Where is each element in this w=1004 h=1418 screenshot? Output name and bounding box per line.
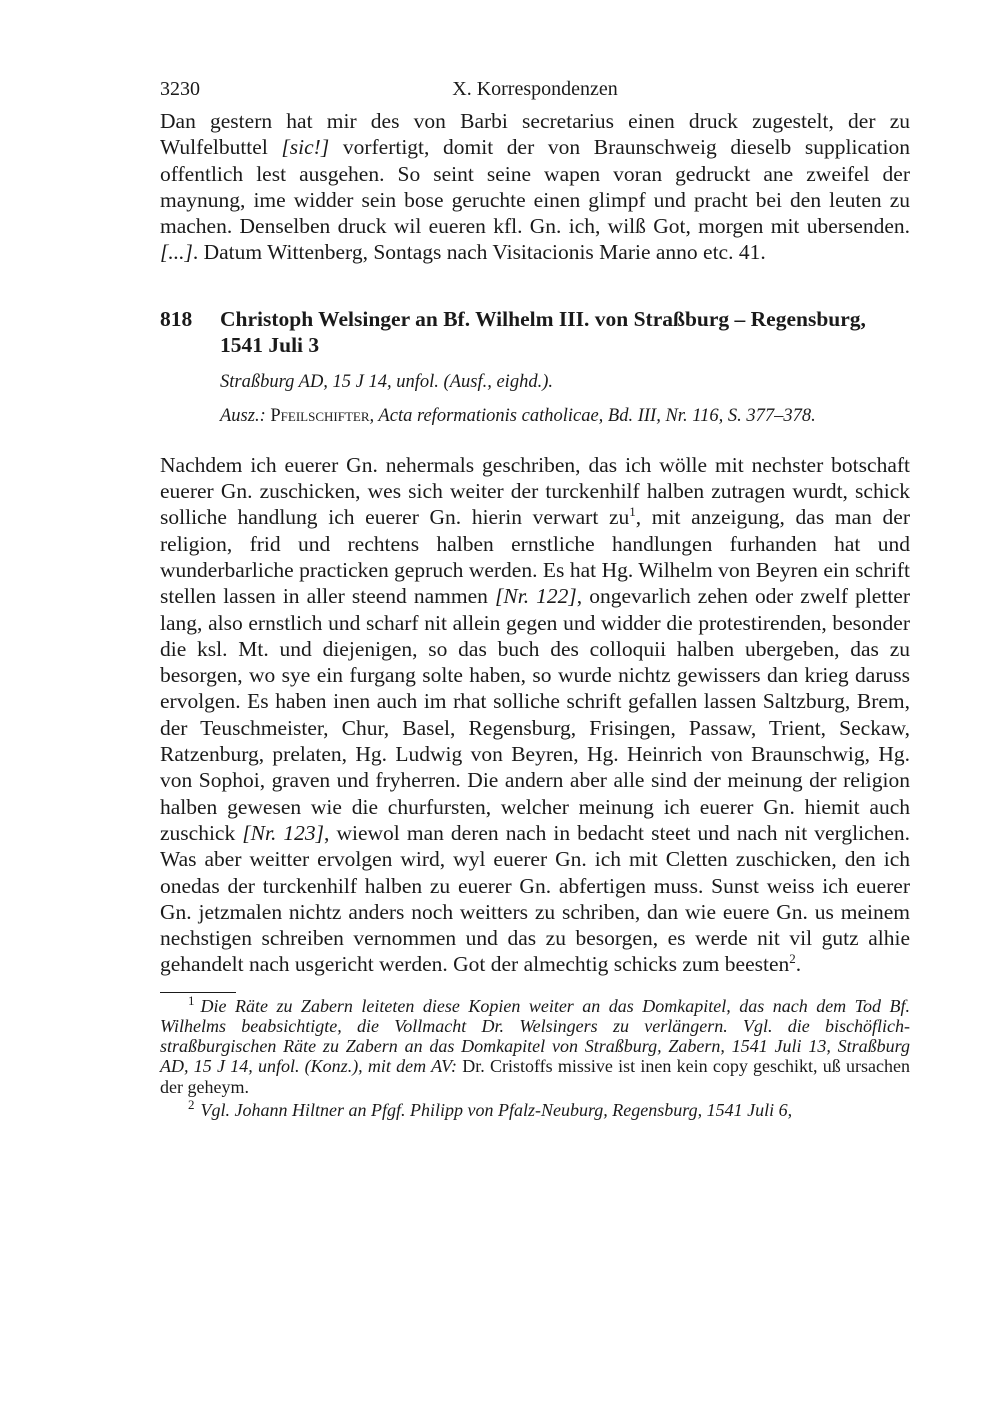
- footnote-text: Die Räte zu Zabern leiteten diese Kopien weiter an das Domkapitel, das nach dem Tod Bf. Wilhelms beabsichtigte, die Vollmacht Dr. Welsingers zu verlängern. Vgl. die bischöflich-straßburgischen Räte zu Zabern an das Domkapitel von Straßburg, Zabern, 1541 Juli 13, Straßburg AD, 15 J 14, unfol. (Konz.), mit dem AV:: [160, 995, 910, 1077]
- text-run: . Datum Wittenberg, Sontags nach Visitacionis Marie anno etc. 41.: [192, 240, 766, 265]
- text-run: Nachdem ich euerer Gn. nehermals geschriben, das ich wölle mit nechster botschaft euerer Gn. zuschicken, wes sich weiter der turckenhilf halben zutragen wurdt, schick solliche handlung ich euerer Gn. hierin verwart zu: [160, 452, 910, 530]
- footnote-mark: 1: [188, 992, 195, 1008]
- previous-letter-ending: [160, 108, 910, 266]
- document-heading: [160, 306, 910, 358]
- page-number: 3230: [160, 78, 200, 100]
- editorial-sic: [sic!]: [281, 135, 330, 160]
- archival-source: Straßburg AD, 15 J 14, unfol. (Ausf., eighd.).: [220, 371, 553, 392]
- excerpt-reference: [220, 404, 910, 428]
- document-title: Christoph Welsinger an Bf. Wilhelm III. von Straßburg – Regensburg, 1541 Juli 3: [220, 306, 866, 357]
- text-run: , mit anzeigung, das man der religion, frid und rechtens halben ernstliche handlungen furhanden hat und wunderbarliche practicken gepruch werden. Es hat Hg. Wilhelm von Beyren ein schrift stellen lassen in aller steend nammen: [160, 505, 910, 609]
- footnote-quote: Dr. Cristoffs missive ist inen kein copy geschikt, uß ursachen der geheym.: [160, 1056, 910, 1097]
- excerpt-work: , Acta reformationis catholicae, Bd. III, Nr. 116, S. 377–378.: [369, 405, 816, 426]
- editorial-ellipsis: [...]: [160, 240, 193, 265]
- excerpt-label: Ausz.:: [220, 405, 271, 426]
- cross-reference-nr-123[interactable]: [Nr. 123]: [242, 820, 325, 845]
- cross-reference-nr-122[interactable]: [Nr. 122]: [495, 584, 577, 609]
- text-run: , ongevarlich zehen oder zwelf pletter lang, also ernstlich und scharf nit allein gegen und widder die protestirenden, besonder die ksl. Mt. und diejenigen, so das buch des colloquii halben ubergeben, das zu besorgen, wo sye ein furgang solte haben, so wurde nichtz gewissers dan krieg daruss ervolgen. Es haben inen auch im rhat solliche schrift gefallen lassen Saltzburg, Brem, der Teuschmeister, Chur, Basel, Regensburg, Frisingen, Passaw, Trient, Seckaw, Ratzenburg, prelaten, Hg. Ludwig von Beyren, Hg. Heinrich von Braunschwig, Hg. von Sophoi, graven und fryherren. Die andern aber alle sind der meinung der religion halben gewesen wie die churfursten, welcher meinung ich euerer Gn. hiemit auch zuschick: [160, 584, 910, 845]
- footnote-ref-2[interactable]: 2: [789, 951, 796, 967]
- footnote-1: [160, 992, 910, 1097]
- text-run: vorfertigt, domit der von Braunschweig dieselb supplication offentlich lest ausgehen. So seint seine wapen voran gedruckt ane zweifel der maynung, ime widder sein bose geruchte einen glimpf und pracht bei den leuten zu machen. Denselben druck wil eueren kfl. Gn. ich, wilß Got, morgen mit ubersenden.: [160, 135, 910, 239]
- text-run: , wiewol man deren nach in bedacht steet und nach nit verglichen. Was aber weitter ervolgen wird, wyl euerer Gn. ich mit Cletten zuschicken, den ich onedas der turckenhilf halben zu euerer Gn. abfertigen muss. Sunst weiss ich euerer Gn. jetzmalen nichtz anders noch weitters zu schriben, dan wie euere Gn. us meinem nechstigen schreiben vernommen und das zu besorgen, es werde nit vil gutz alhie gehandelt nach usgericht werden. Got der almechtig schicks zum beesten: [160, 820, 911, 977]
- page: [160, 78, 910, 1120]
- footnote-ref-1[interactable]: 1: [629, 504, 636, 520]
- footnote-mark: 2: [188, 1096, 195, 1112]
- text-run: Dan gestern hat mir des von Barbi secretarius einen druck zugestelt, der zu Wulfelbuttel: [160, 109, 910, 160]
- running-header: [160, 78, 910, 108]
- footnote-divider: [160, 992, 236, 993]
- footnote-2: [160, 1096, 910, 1120]
- document-number: 818: [160, 306, 193, 331]
- letter-body: [160, 452, 910, 978]
- running-title: X. Korrespondenzen: [452, 78, 618, 100]
- excerpt-author: Pfeilschifter: [270, 405, 370, 426]
- text-run: .: [795, 952, 802, 977]
- footnote-text: Vgl. Johann Hiltner an Pfgf. Philipp von Pfalz-Neuburg, Regensburg, 1541 Juli 6,: [200, 1099, 793, 1120]
